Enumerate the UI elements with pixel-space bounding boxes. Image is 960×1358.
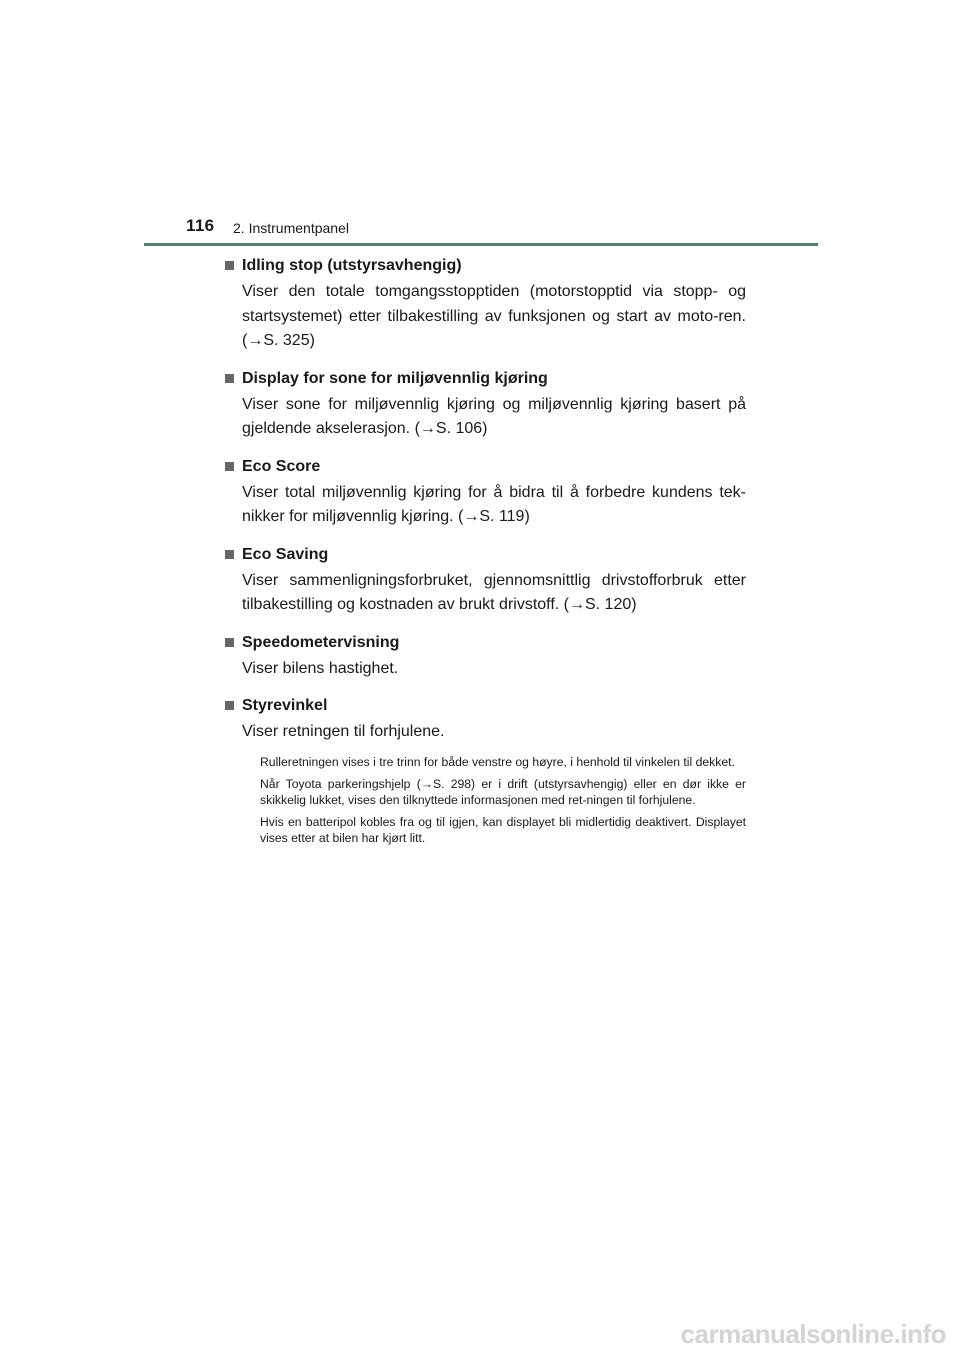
notes-block bbox=[222, 754, 746, 846]
section-title: Idling stop (utstyrsavhengig) bbox=[242, 257, 462, 274]
square-bullet-icon bbox=[225, 701, 234, 710]
section-heading bbox=[222, 694, 746, 718]
section-body: Viser den totale tomgangsstopptiden (motorstopptid via stopp- og startsystemet) etter tilbakestilling av funksjonen og start av moto-ren. (→S. 325) bbox=[242, 283, 746, 349]
page-number: 116 bbox=[186, 216, 215, 235]
section-body: Viser sone for miljøvennlig kjøring og miljøvennlig kjøring basert på gjeldende akselerasjon. (→S. 106) bbox=[242, 395, 746, 437]
section-heading bbox=[222, 367, 746, 391]
section-eco-score bbox=[222, 455, 746, 530]
section-title: Speedometervisning bbox=[242, 633, 400, 651]
section-title: Display for sone for miljøvennlig kjøring bbox=[242, 369, 548, 387]
section-body: Viser sammenligningsforbruket, gjennomsnittlig drivstofforbruk etter tilbakestilling og kostnaden av brukt drivstoff. (→S. 120) bbox=[242, 571, 746, 613]
section-idling-stop bbox=[222, 254, 746, 354]
page-content bbox=[222, 254, 746, 852]
section-heading bbox=[222, 455, 746, 479]
header-rule bbox=[144, 243, 818, 246]
section-body: Viser total miljøvennlig kjøring for å bidra til å forbedre kundens tek-nikker for miljøvennlig kjøring. (→S. 119) bbox=[242, 483, 746, 525]
note-paragraph: Rulleretningen vises i tre trinn for både venstre og høyre, i henhold til vinkelen til dekket. bbox=[260, 754, 735, 769]
section-heading bbox=[222, 254, 746, 278]
section-title: Styrevinkel bbox=[242, 697, 328, 714]
square-bullet-icon bbox=[225, 638, 234, 647]
section-steering-angle bbox=[222, 694, 746, 745]
square-bullet-icon bbox=[225, 550, 234, 559]
chapter-title: 2. Instrumentpanel bbox=[233, 220, 349, 236]
section-title: Eco Score bbox=[242, 457, 321, 475]
watermark-logo: carmanualsonline.info bbox=[680, 1319, 946, 1349]
section-eco-saving bbox=[222, 543, 746, 618]
section-speedometer bbox=[222, 631, 746, 682]
note-paragraph: Hvis en batteripol kobles fra og til igjen, kan displayet bli midlertidig deaktivert. Displayet vises etter at bilen har kjørt litt. bbox=[260, 814, 746, 845]
square-bullet-icon bbox=[225, 462, 234, 471]
section-title: Eco Saving bbox=[242, 545, 329, 563]
note-paragraph: Når Toyota parkeringshjelp (→S. 298) er i drift (utstyrsavhengig) eller en dør ikke er skikkelig lukket, vises den tilknyttede informasjonen med ret-ningen til forhjulene. bbox=[260, 776, 746, 807]
section-heading bbox=[222, 543, 746, 567]
section-heading bbox=[222, 631, 746, 655]
square-bullet-icon bbox=[225, 261, 234, 270]
section-eco-zone-display bbox=[222, 367, 746, 442]
section-body: Viser retningen til forhjulene. bbox=[242, 723, 445, 740]
square-bullet-icon bbox=[225, 374, 234, 383]
section-body: Viser bilens hastighet. bbox=[242, 659, 399, 677]
